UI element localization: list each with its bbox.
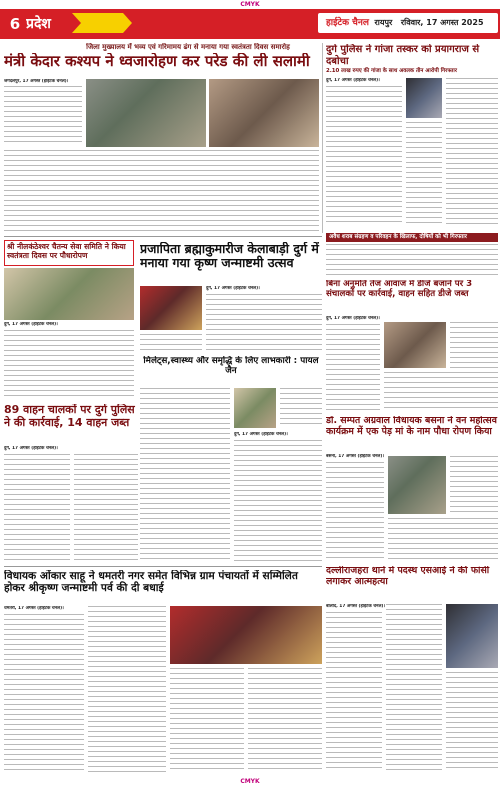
- story-1-dateline: जगदलपुर, 17 अगस्त (हाईटेक चैनल)।: [4, 79, 69, 84]
- story-8-body: [140, 388, 230, 562]
- story-4-dateline: दुर्ग, 17 अगस्त (हाईटेक चैनल)।: [4, 322, 58, 327]
- story-6-headline: बिना अनुमति तेज आवाज में डीजे बजाने पर 3 संचालकों पर कार्रवाई, वाहन सहित डीजे जब्त: [326, 280, 473, 299]
- story-6-dateline: दुर्ग, 17 अगस्त (हाईटेक चैनल)।: [326, 316, 380, 321]
- story-8-photo: [234, 388, 276, 428]
- story-6-body: [326, 324, 380, 412]
- story-2-body: [326, 86, 402, 226]
- story-2-dateline: दुर्ग, 17 अगस्त (हाईटेक चैनल)।: [326, 78, 380, 83]
- story-1-body-continued: [4, 150, 319, 232]
- story-8-body-2: [234, 440, 322, 562]
- column-divider: [322, 43, 323, 233]
- story-2-body-2: [406, 122, 442, 226]
- story-4-photo: [4, 268, 134, 320]
- story-9-headline: डॉ. सम्पत अग्रवाल विधायक बसना ने वन महोत्सव कार्यक्रम में एक पेड़ मां के नाम पौधा रोपण किया: [326, 416, 497, 437]
- story-5-photo: [140, 286, 202, 330]
- story-11-body-2: [386, 604, 442, 772]
- cmyk-mark-top: CMYK: [240, 1, 260, 8]
- story-8-body-3: [280, 388, 322, 428]
- story-4-headline: श्री नीलकंठेश्वर चैतन्य सेवा समिति ने किया स्वतंत्रता दिवस पर पौधारोपण: [4, 240, 134, 266]
- story-10-headline: विधायक ओंकार साहू ने धमतरी नगर समेत विभिन्न ग्राम पंचायतों में सम्मिलित होकर श्रीकृष्ण जन्माष्टमी पर्व की दी बधाई: [4, 570, 298, 595]
- story-9-photo: [388, 456, 446, 514]
- story-5-headline: प्रजापिता ब्रह्माकुमारीज केलाबाड़ी दुर्ग में मनाया गया कृष्ण जन्माष्टमी उत्सव: [140, 242, 319, 271]
- story-8-headline: मिलेट्स,स्वास्थ्य और समृद्धि के लिए लाभकारी : पायल जैन: [143, 356, 319, 377]
- story-2-subhead: 2.10 लाख रुपए की गांजा के साथ अवलक तीन आरोपी गिरफ्तार: [326, 68, 457, 74]
- story-7-body-2: [74, 454, 138, 562]
- story-5-dateline: दुर्ग, 17 अगस्त (हाईटेक चैनल)।: [206, 286, 260, 291]
- section-divider-2: [4, 566, 322, 567]
- section-divider: [4, 236, 322, 237]
- story-1-photo-parade: [86, 79, 206, 147]
- story-10-photo: [170, 606, 322, 664]
- cmyk-mark-bottom: CMYK: [240, 778, 260, 785]
- story-11-body-3: [446, 672, 498, 772]
- story-7-headline: 89 वाहन चालकों पर दुर्ग पुलिस ने की कार्रवाई, 14 वाहन जब्त: [4, 404, 135, 429]
- story-3-body: [326, 244, 498, 276]
- story-5-body-2: [140, 334, 202, 354]
- page-number: 6: [9, 15, 21, 33]
- story-11-photo: [446, 604, 498, 668]
- masthead-date: रविवार, 17 अगस्त 2025: [400, 18, 484, 27]
- story-1-headline: मंत्री केदार कश्यप ने ध्वजारोहण कर परेड की ली सलामी: [4, 53, 310, 70]
- story-11-body: [326, 612, 382, 772]
- story-10-body-4: [248, 668, 322, 772]
- story-8-dateline: दुर्ग, 17 अगस्त (हाईटेक चैनल)।: [234, 432, 288, 437]
- story-6-body-2: [384, 372, 498, 412]
- story-7-dateline: दुर्ग, 17 अगस्त (हाईटेक चैनल)।: [4, 446, 58, 451]
- story-11-dateline: बालोद, 17 अगस्त (हाईटेक चैनल)।: [326, 604, 386, 609]
- masthead: [318, 13, 498, 33]
- story-10-dateline: धमतरी, 17 अगस्त (हाईटेक चैनल)।: [4, 606, 64, 611]
- masthead-city: रायपुर: [374, 18, 393, 27]
- story-9-body: [326, 462, 384, 562]
- story-10-body-3: [170, 668, 244, 772]
- story-1-photo-ceremony: [209, 79, 319, 147]
- story-9-body-2: [388, 518, 498, 562]
- story-10-body-2: [88, 606, 166, 772]
- story-10-body: [4, 614, 84, 772]
- masthead-brand: हाईटेक चैनल: [326, 18, 369, 28]
- story-5-body: [206, 294, 322, 354]
- story-2-body-3: [446, 78, 498, 226]
- story-4-body: [4, 330, 134, 400]
- story-7-body: [4, 454, 70, 562]
- section-title: प्रदेश: [26, 16, 51, 32]
- story-9-dateline: बसना, 17 अगस्त (हाईटेक चैनल)।: [326, 454, 385, 459]
- story-2-photo-accused: [406, 78, 442, 118]
- story-2-headline: दुर्ग पुलिस ने गांजा तस्कर को प्रयागराज से दबोचा: [326, 44, 480, 66]
- story-11-headline: दल्लीराजहरा थाने में पदस्थ एसआई ने की फांसी लगाकर आत्महत्या: [326, 566, 490, 587]
- story-3-headline: अवैध शराब संग्रहण व परिवहन के खिलाफ, दोषियों को भी गिरफ्तार: [326, 233, 498, 242]
- story-9-body-3: [450, 456, 498, 514]
- story-1-body: [4, 86, 82, 146]
- story-1-kicker: जिला मुख्यालय में भव्य एवं गरिमामय ढंग से मनाया गया स्वतंत्रता दिवस समारोह: [86, 43, 290, 51]
- story-6-body-3: [450, 322, 498, 370]
- header-arrow-decoration: [72, 13, 132, 33]
- story-6-photo: [384, 322, 446, 368]
